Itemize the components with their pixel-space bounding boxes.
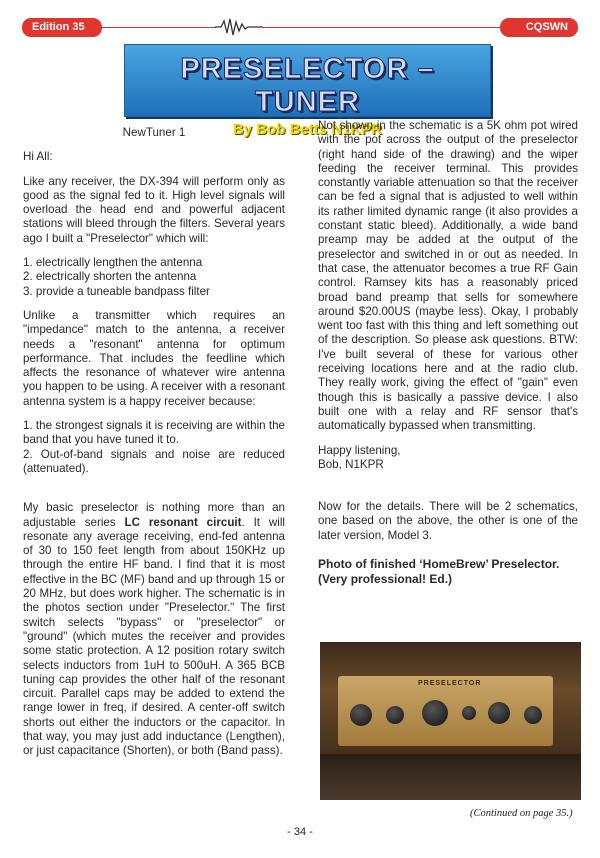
signoff-name: Bob, N1KPR (318, 457, 384, 471)
intro-paragraph: Like any receiver, the DX-394 will perform only as good as the signal fed to it. High level signals will overload the head end and powerful adjacent stations will bleed through the filters. Several years ago I built a "Preselector" which will: (23, 174, 285, 245)
photo-caption: Photo of finished ‘HomeBrew’ Preselector. (Very professional! Ed.) (318, 557, 560, 587)
edition-badge: Edition 35 (22, 18, 102, 37)
photo-shelf (320, 754, 581, 800)
page-number: - 34 - (287, 826, 313, 838)
list-item: 3. provide a tuneable bandpass filter (23, 284, 210, 298)
header-rule-right (262, 27, 502, 28)
greeting: Hi All: (23, 150, 53, 164)
preselector-photo (320, 642, 581, 800)
list-item: 2. electrically shorten the antenna (23, 270, 197, 284)
left-column (23, 126, 285, 769)
panel-label: PRESELECTOR (418, 680, 482, 687)
list-item: 2. Out-of-band signals and noise are reduced (attenuated). (23, 447, 285, 475)
list-item: 1. electrically lengthen the antenna (23, 256, 203, 270)
signoff-line: Happy listening, (318, 443, 401, 457)
signoff (318, 444, 578, 473)
knob (422, 700, 448, 726)
article-byline: By Bob Betts N1KPR (232, 121, 383, 138)
article-title: PRESELECTOR – TUNER (180, 53, 435, 118)
header-rule-left (100, 27, 216, 28)
details-paragraph: Now for the details. There will be 2 schematics, one based on the above, the other is one of the later version, Model 3. (318, 500, 578, 542)
continued-note: (Continued on page 35.) (470, 808, 573, 819)
right-column (318, 119, 578, 597)
magazine-badge: CQSWN (500, 18, 578, 37)
circuit-paragraph: My basic preselector is nothing more than an adjustable series LC resonant circuit. It will resonate any average receiving, end-fed antenna of 30 to 150 feet length from about 150KHz up through the entire HF band. I find that it is most effective in the BC (MF) band and up through 15 or 20 MHz, but does work higher. The schematic is in the photos section under "Preselector." The first switch selects "bypass" or "preselector" or "ground" (which mutes the receiver and provides some static protection. A 12 position rotary switch selects inductors from 1uH to 500uH. A 365 BCB tuning cap provides the other half of the resonant circuit. Parallel caps may be added to extend the range lower in freq, if desired. A center-off switch shorts out either the inductors or the capacitor. In that way, you may just add inductance (Lengthen), or just capacitance (Shorten), or both (Band pass). (23, 501, 285, 758)
feature-list (23, 256, 285, 299)
wave-icon (215, 16, 263, 40)
knob (386, 706, 404, 724)
knob (488, 702, 510, 724)
letter-heading: NewTuner 1 (122, 126, 186, 139)
knob (350, 704, 372, 726)
resonance-paragraph: Unlike a transmitter which requires an "impedance" match to the antenna, a receiver needs a "resonant" antenna for optimum performance. That includes the feedline which affects the resonance of whatever wire antenna you happen to be using. A receiver with a resonant antenna system is a happy receiver because: (23, 308, 285, 408)
attenuator-paragraph: Not shown in the schematic is a 5K ohm pot wired with the pot across the output of the preselector (right hand side of the drawing) and the wiper feeding the receiver terminal. This provides constantly variable attenuation so that the receiver can be fed a signal that is adjusted to well within its rather limited dynamic range (it also provides a constant static bleed). Additionally, a wide band preamp may be added at the output of the preselector and switched in or out as needed. In that case, the attenuator becomes a true RF Gain control. Ramsey kits has a reasonably priced broad band preamp that sells for somewhere around $20.00US (maybe less). Okay, I probably went too fast with this thing and left something out of the description. So please ask questions. BTW: I've built several of these for various other receiving locations here and at the radio club. They really work, giving the effect of "gain" even though this is basically a passive device. I also built one with a relay and RF sensor that's automatically bypassed when transmitting. (318, 119, 578, 433)
lc-circuit-term: LC resonant circuit (124, 515, 242, 529)
knob (524, 706, 542, 724)
list-item: 1. the strongest signals it is receiving are within the band that you have tuned it to. (23, 419, 285, 447)
switch (462, 706, 476, 720)
front-panel (338, 676, 553, 746)
benefit-list (23, 419, 285, 476)
